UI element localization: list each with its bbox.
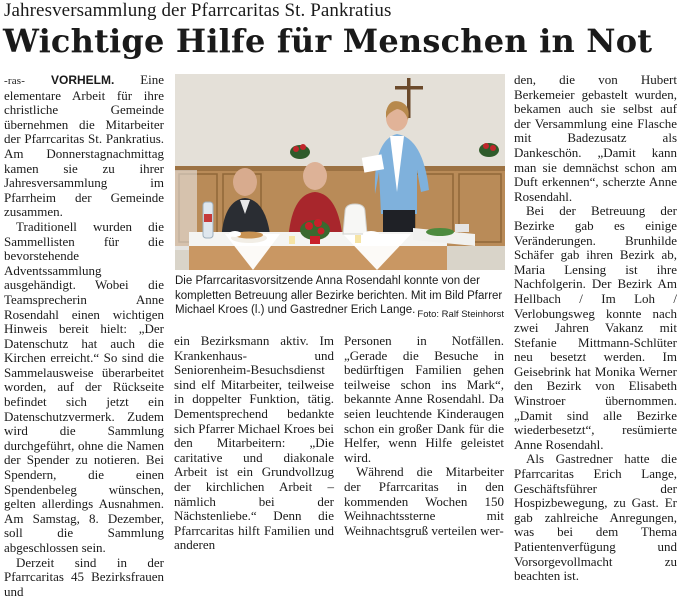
paragraph: Derzeit sind in der Pfarrcaritas 45 Bezirksfrauen und <box>4 554 164 599</box>
photo-caption: Die Pfarrcaritasvorsitzende Anna Rosendahl konnte von der kompletten Betreuung aller Bezirke berichten. Mit im Bild Pfarrer Michael Kroes (l.) und Gastredner Erich Lange. <box>175 275 503 316</box>
paragraph: Personen in Notfällen. „Gerade die Besuche in bedürftigen Familien gehen teilweise schon ins Mark“, bekannte Anne Rosendahl. Da seien leuchtende Kinderaugen schon ein großer Dank für die Helfer, wenn Hilfe geleistet wird. <box>344 333 504 465</box>
article-kicker: Jahresversammlung der Pfarrcaritas St. Pankratius <box>4 0 392 21</box>
article-column-2 <box>174 334 334 553</box>
dateline-place: VORHELM. <box>51 73 115 87</box>
author-byline: -ras- <box>4 75 26 87</box>
article-column-4 <box>514 73 677 584</box>
paragraph: Bei der Betreuung der Bezirke gab es einige Veränderungen. Brunhilde Schäfer gab ihren Bezirk ab, Maria Lensing ist ihre Nachfolgerin. Der Bezirk Am Hellbach / Im Loh / Verlobungsweg konnte nach zwei Jahren Vakanz mit Stefanie Mittmann-Schlüter neu besetzt werden. Im Geisebrink hat Monika Werner den Bezirk von Elisabeth Winstroer übernommen. „Damit sind alle Bezirke wiederbesetzt“, resümierte Anne Rosendahl. <box>514 203 677 452</box>
article-photo <box>175 74 505 270</box>
lead-text: Eine elementare Arbeit für ihre christliche Gemeinde übernehmen die Mitarbeiter der Pfarrcaritas St. Pankratius. Am Donnerstagnachmittag kamen sie zu ihrer Jahresversammlung im Pfarrheim der Gemeinde zusammen. <box>4 72 165 220</box>
article-headline: Wichtige Hilfe für Menschen in Not <box>3 22 653 60</box>
paragraph: den, die von Hubert Berkemeier gebastelt wurden, bekamen auch sie selbst auf der Versammlung eine Flasche mit Badezusatz als Dankeschön. „Damit kann man sie demnächst schon am Duft erkennen“, scherzte Anne Rosendahl. <box>514 72 677 204</box>
paragraph <box>4 73 164 220</box>
paragraph: ein Bezirksmann aktiv. Im Krankenhaus- und Seniorenheim-Besuchsdienst sind elf Mitarbeiter, teilweise in doppelter Funktion, tätig. Dementsprechend bedankte sich Pfarrer Michael Kroes bei den Mitarbeitern: „Die caritative und diakonale Arbeit ist ein Grundvollzug der kirchlichen Arbeit – nämlich bei der Nächstenliebe.“ Denn die Pfarrcaritas hilft Familien und anderen <box>174 333 334 553</box>
article-column-1 <box>4 73 164 599</box>
photo-credit: Foto: Ralf Steinhorst <box>417 309 504 320</box>
paragraph: Während die Mitarbeiter der Pfarrcaritas in den kommenden Wochen 150 Weihnachtssterne mit Weihnachtsgruß verteilen wer- <box>344 464 504 538</box>
article-column-3 <box>344 334 504 538</box>
paragraph: Traditionell wurden die Sammellisten für die bevorstehende Adventssammlung ausgehändigt. Wobei die Teamsprecherin Anne Rosendahl einen wichtigen Hinweis bereit hielt: „Der Datenschutz hat auch die Kirchen erreicht.“ So sind die Sammelausweise überarbeitet worden, auf der Rückseite befindet sich jetzt ein Datenschutzvermerk. Zudem wird die Sammlung durchgeführt, ohne die Namen der Spender zu notieren. Bei Spendern, die einen Spendenbeleg wünschen, gelten allerdings Ausnahmen. Am Samstag, 8. Dezember, soll die Sammlung abgeschlossen sein. <box>4 218 164 555</box>
paragraph: Als Gastredner hatte die Pfarrcaritas Erich Lange, Geschäftsführer der Hospizbewegung, zu Gast. Er gab zahlreiche Anregungen, was bei dem Thema Patientenverfügung und Vorsorgevollmacht zu beachten ist. <box>514 451 677 584</box>
meeting-photo-illustration <box>175 74 505 270</box>
